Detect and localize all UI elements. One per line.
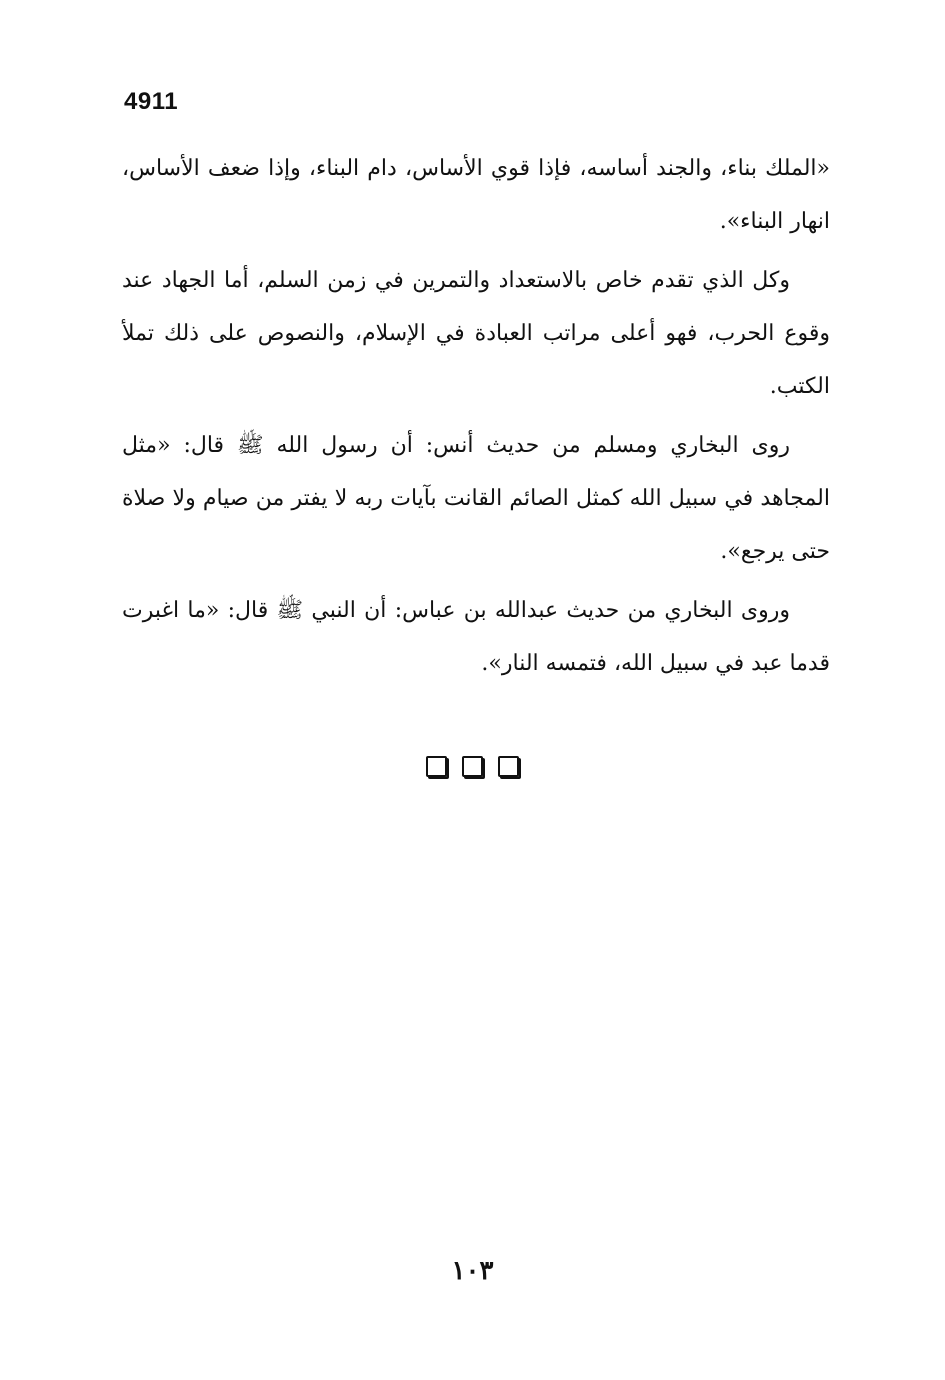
ornament-square-icon — [498, 756, 519, 777]
section-divider-ornament — [426, 756, 519, 777]
paragraph-4: وروى البخاري من حديث عبدالله بن عباس: أن النبي ﷺ قال: «ما اغبرت قدما عبد في سبيل الله، فتمسه النار». — [122, 598, 830, 676]
paragraph-2: وكل الذي تقدم خاص بالاستعداد والتمرين في زمن السلم، أما الجهاد عند وقوع الحرب، فهو أعلى مراتب العبادة في الإسلام، والنصوص على ذلك تملأ الكتب. — [122, 268, 830, 399]
ornament-square-icon — [426, 756, 447, 777]
body-text — [122, 142, 830, 696]
page-code: 4911 — [124, 88, 179, 115]
paragraph-1: «الملك بناء، والجند أساسه، فإذا قوي الأساس، دام البناء، وإذا ضعف الأساس، انهار البناء». — [122, 156, 830, 234]
page-number: ١٠٣ — [451, 1256, 494, 1286]
paragraph-3: روى البخاري ومسلم من حديث أنس: أن رسول الله ﷺ قال: «مثل المجاهد في سبيل الله كمثل الصائم القانت بآيات ربه لا يفتر من صيام ولا صلاة حتى يرجع». — [122, 433, 830, 564]
ornament-square-icon — [462, 756, 483, 777]
